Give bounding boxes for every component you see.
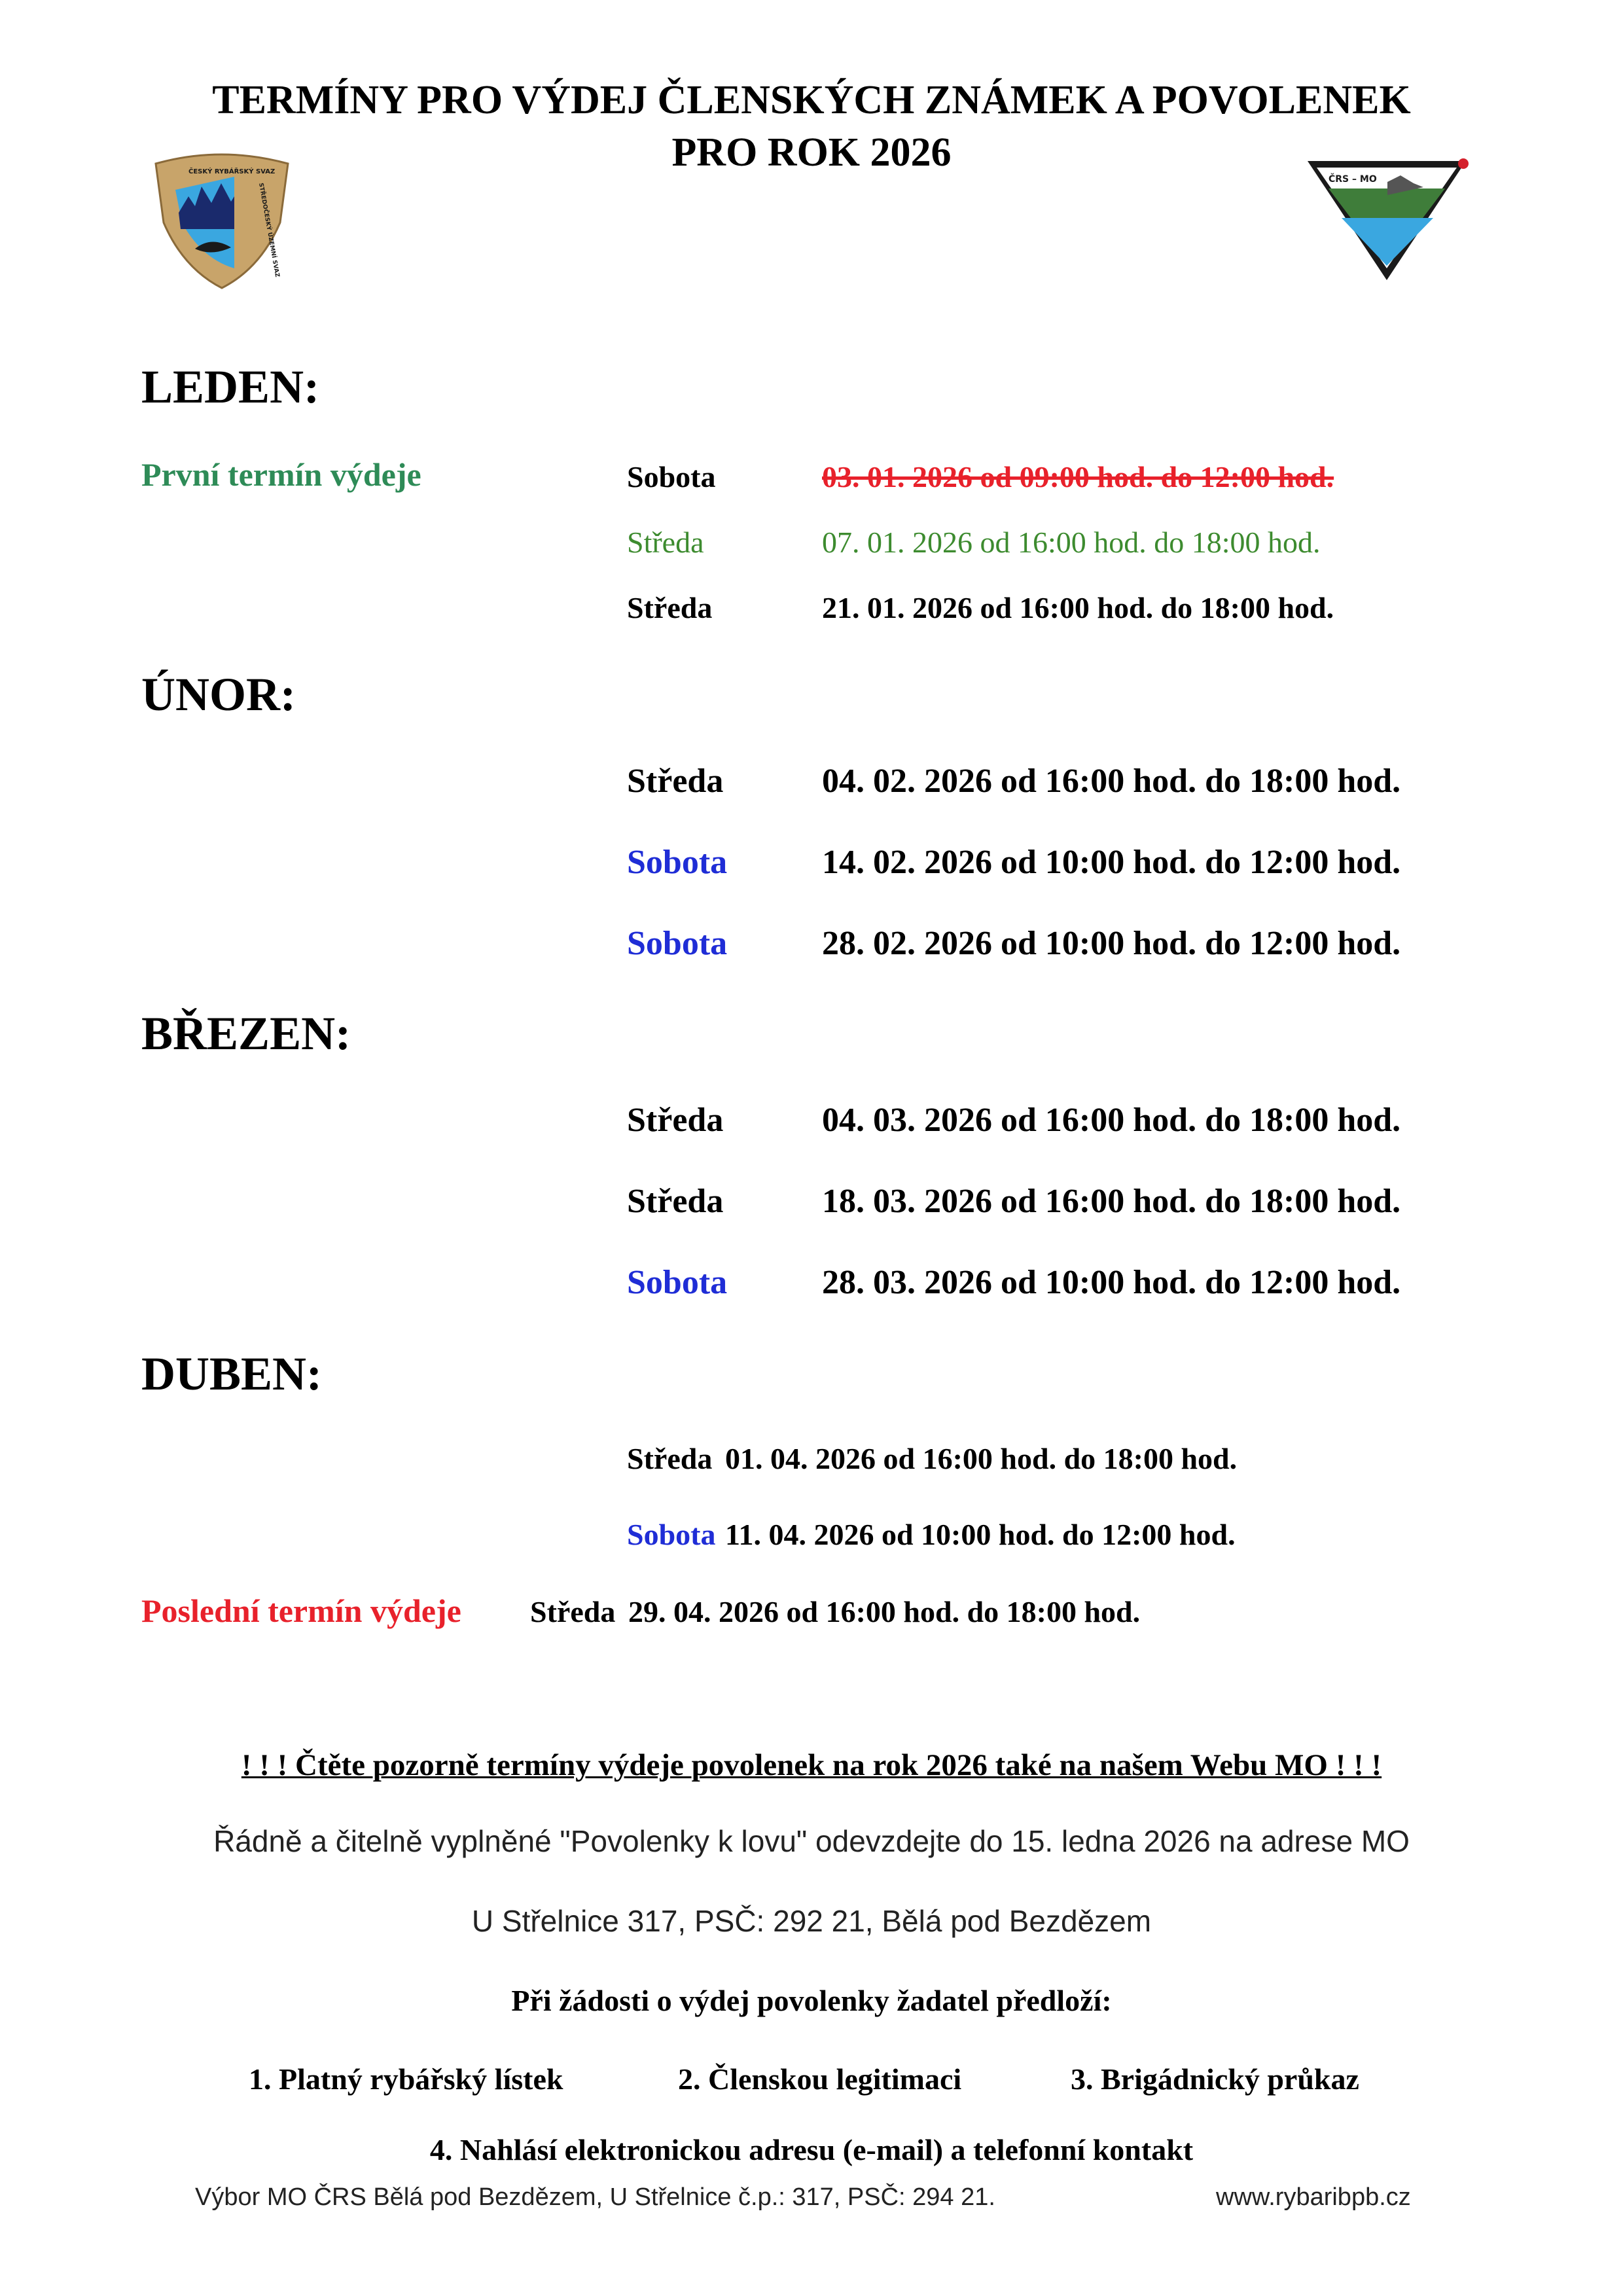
brezen-row-2-day: Středa <box>627 1183 724 1220</box>
crs-shield-logo <box>149 151 294 291</box>
brezen-row-3-date: 28. 03. 2026 od 10:00 hod. do 12:00 hod. <box>822 1264 1401 1301</box>
duben-row-1-day: Středa <box>627 1442 713 1475</box>
brezen-row-3-day: Sobota <box>627 1264 728 1301</box>
requirements-heading: Při žádosti o výdej povolenky žadatel předloží: <box>511 1984 1112 2017</box>
first-term-label: První termín výdeje <box>141 456 421 493</box>
warning-note: ! ! ! Čtěte pozorně termíny výdeje povolenek na rok 2026 také na našem Webu MO ! ! ! <box>241 1748 1382 1782</box>
month-leden: LEDEN: <box>141 361 320 413</box>
crs-mo-logo-text: ČRS – MO <box>1329 174 1377 185</box>
brezen-row-1-date: 04. 03. 2026 od 16:00 hod. do 18:00 hod. <box>822 1102 1401 1139</box>
leden-row-3-day: Středa <box>627 591 713 624</box>
last-term-date: 29. 04. 2026 od 16:00 hod. do 18:00 hod. <box>628 1595 1141 1628</box>
footer-website-link[interactable]: www.rybaribpb.cz <box>1216 2183 1411 2211</box>
brezen-row-2-date: 18. 03. 2026 od 16:00 hod. do 18:00 hod. <box>822 1183 1401 1220</box>
duben-row-1-date: 01. 04. 2026 od 16:00 hod. do 18:00 hod. <box>725 1442 1238 1475</box>
month-duben: DUBEN: <box>141 1348 323 1400</box>
requirement-1: 1. Platný rybářský lístek <box>249 2062 563 2096</box>
duben-row-2-day: Sobota <box>627 1518 716 1551</box>
crs-logo-side-text: STŘEDOČESKÝ ÚZEMNÍ SVAZ <box>257 182 281 278</box>
unor-row-1-date: 04. 02. 2026 od 16:00 hod. do 18:00 hod. <box>822 762 1401 800</box>
unor-row-3-day: Sobota <box>627 925 728 962</box>
title-line-1: TERMÍNY PRO VÝDEJ ČLENSKÝCH ZNÁMEK A POVOLENEK <box>212 78 1411 122</box>
unor-row-2-day: Sobota <box>627 844 728 881</box>
leden-row-3-date: 21. 01. 2026 od 16:00 hod. do 18:00 hod. <box>822 591 1334 624</box>
last-term-day: Středa <box>530 1595 616 1628</box>
duben-row-2-date: 11. 04. 2026 od 10:00 hod. do 12:00 hod. <box>725 1518 1236 1551</box>
crs-mo-logo <box>1302 156 1471 284</box>
unor-row-2-date: 14. 02. 2026 od 10:00 hod. do 12:00 hod. <box>822 844 1401 881</box>
brezen-row-1-day: Středa <box>627 1102 724 1139</box>
leden-row-1-day: Sobota <box>627 460 716 493</box>
mo-address: U Střelnice 317, PSČ: 292 21, Bělá pod Bezdězem <box>471 1904 1152 1938</box>
leden-row-2-day: Středa <box>627 526 704 559</box>
requirement-2: 2. Členskou legitimaci <box>678 2062 962 2096</box>
month-brezen: BŘEZEN: <box>141 1007 351 1060</box>
requirement-4: 4. Nahlásí elektronickou adresu (e-mail) a telefonní kontakt <box>429 2133 1194 2166</box>
return-instructions: Řádně a čitelně vyplněné "Povolenky k lovu" odevzdejte do 15. ledna 2026 na adrese MO <box>213 1824 1410 1858</box>
requirement-3: 3. Brigádnický průkaz <box>1071 2062 1359 2096</box>
title-line-2: PRO ROK 2026 <box>671 130 952 175</box>
unor-row-1-day: Středa <box>627 762 724 800</box>
leden-row-2-date: 07. 01. 2026 od 16:00 hod. do 18:00 hod. <box>822 526 1321 559</box>
unor-row-3-date: 28. 02. 2026 od 10:00 hod. do 12:00 hod. <box>822 925 1401 962</box>
footer-address: Výbor MO ČRS Bělá pod Bezdězem, U Střelnice č.p.: 317, PSČ: 294 21. <box>195 2183 995 2211</box>
crs-logo-top-text: ČESKÝ RYBÁŘSKÝ SVAZ <box>188 168 276 175</box>
leden-row-1-date: 03. 01. 2026 od 09:00 hod. do 12:00 hod. <box>822 460 1334 493</box>
month-unor: ÚNOR: <box>141 668 296 721</box>
last-term-label: Poslední termín výdeje <box>141 1592 461 1629</box>
